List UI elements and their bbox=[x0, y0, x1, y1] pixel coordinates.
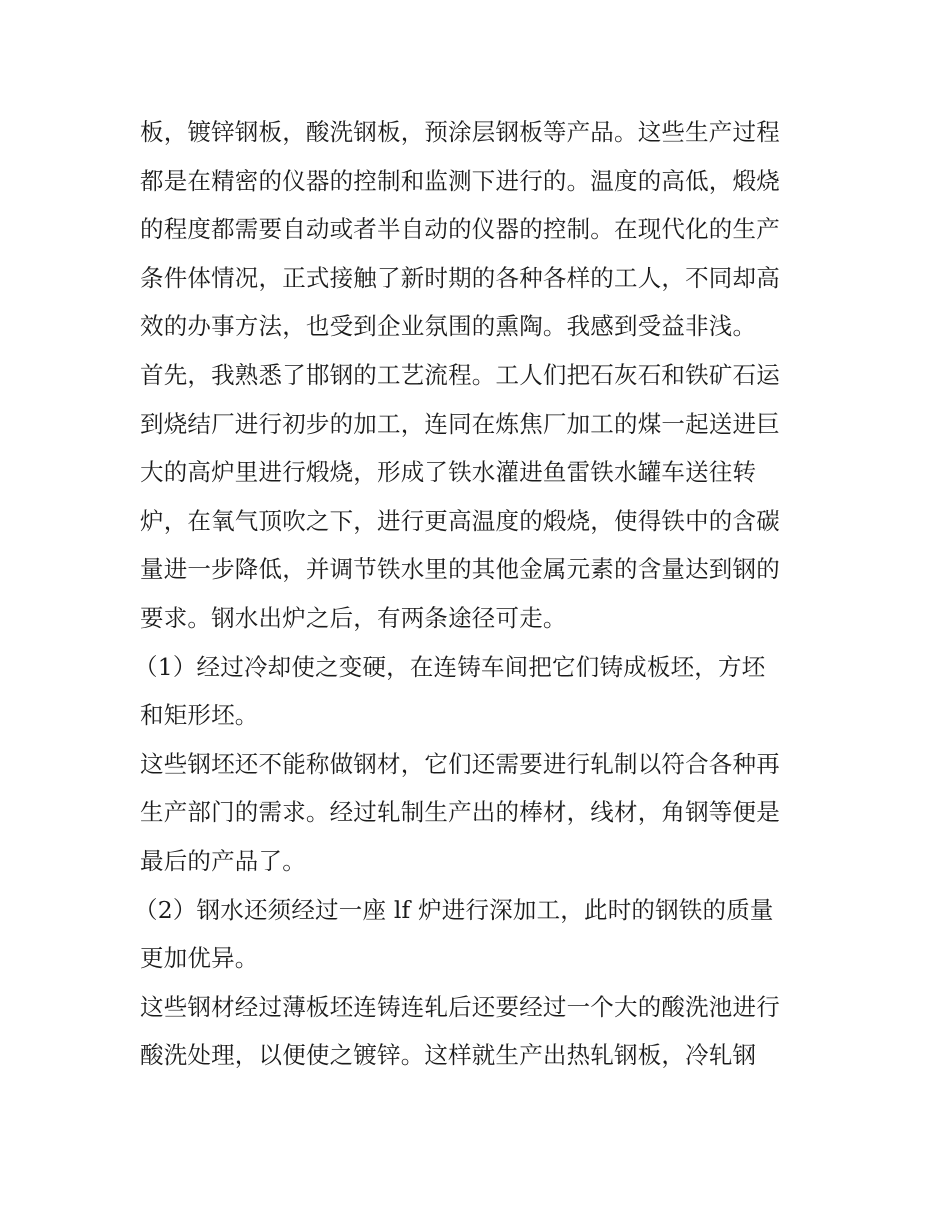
body-text bbox=[134, 108, 820, 1080]
text-line: 生产部门的需求。经过轧制生产出的棒材，线材，角钢等便是 bbox=[140, 798, 780, 827]
text-line: 这些钢坯还不能称做钢材，它们还需要进行轧制以符合各种再 bbox=[140, 749, 780, 778]
text-line: （2）钢水还须经过一座 lf 炉进行深加工，此时的钢铁的质量 bbox=[134, 895, 774, 924]
text-line: 更加优异。 bbox=[140, 944, 259, 973]
text-line: 这些钢材经过薄板坯连铸连轧后还要经过一个大的酸洗池进行 bbox=[140, 992, 780, 1021]
text-line: 条件体情况，正式接触了新时期的各种各样的工人，不同却高 bbox=[140, 263, 780, 292]
text-line: 酸洗处理，以便使之镀锌。这样就生产出热轧钢板，冷轧钢 bbox=[140, 1041, 757, 1070]
text-line: （1）经过冷却使之变硬，在连铸车间把它们铸成板坯，方坯 bbox=[134, 652, 766, 681]
text-line: 首先，我熟悉了邯钢的工艺流程。工人们把石灰石和铁矿石运 bbox=[140, 360, 780, 389]
text-line: 和矩形坯。 bbox=[140, 701, 259, 730]
text-line: 要求。钢水出炉之后，有两条途径可走。 bbox=[140, 603, 567, 632]
text-line: 到烧结厂进行初步的加工，连同在炼焦厂加工的煤一起送进巨 bbox=[140, 409, 780, 438]
text-line: 炉，在氧气顶吹之下，进行更高温度的煅烧，使得铁中的含碳 bbox=[140, 506, 780, 535]
text-line: 效的办事方法，也受到企业氛围的熏陶。我感到受益非浅。 bbox=[140, 312, 757, 341]
text-line: 大的高炉里进行煅烧，形成了铁水灌进鱼雷铁水罐车送往转 bbox=[140, 458, 757, 487]
text-line: 都是在精密的仪器的控制和监测下进行的。温度的高低，煅烧 bbox=[140, 166, 780, 195]
text-line: 最后的产品了。 bbox=[140, 846, 306, 875]
text-line: 量进一步降低，并调节铁水里的其他金属元素的含量达到钢的 bbox=[140, 555, 780, 584]
text-line: 板，镀锌钢板，酸洗钢板，预涂层钢板等产品。这些生产过程 bbox=[140, 118, 780, 146]
text-line: 的程度都需要自动或者半自动的仪器的控制。在现代化的生产 bbox=[140, 215, 780, 244]
